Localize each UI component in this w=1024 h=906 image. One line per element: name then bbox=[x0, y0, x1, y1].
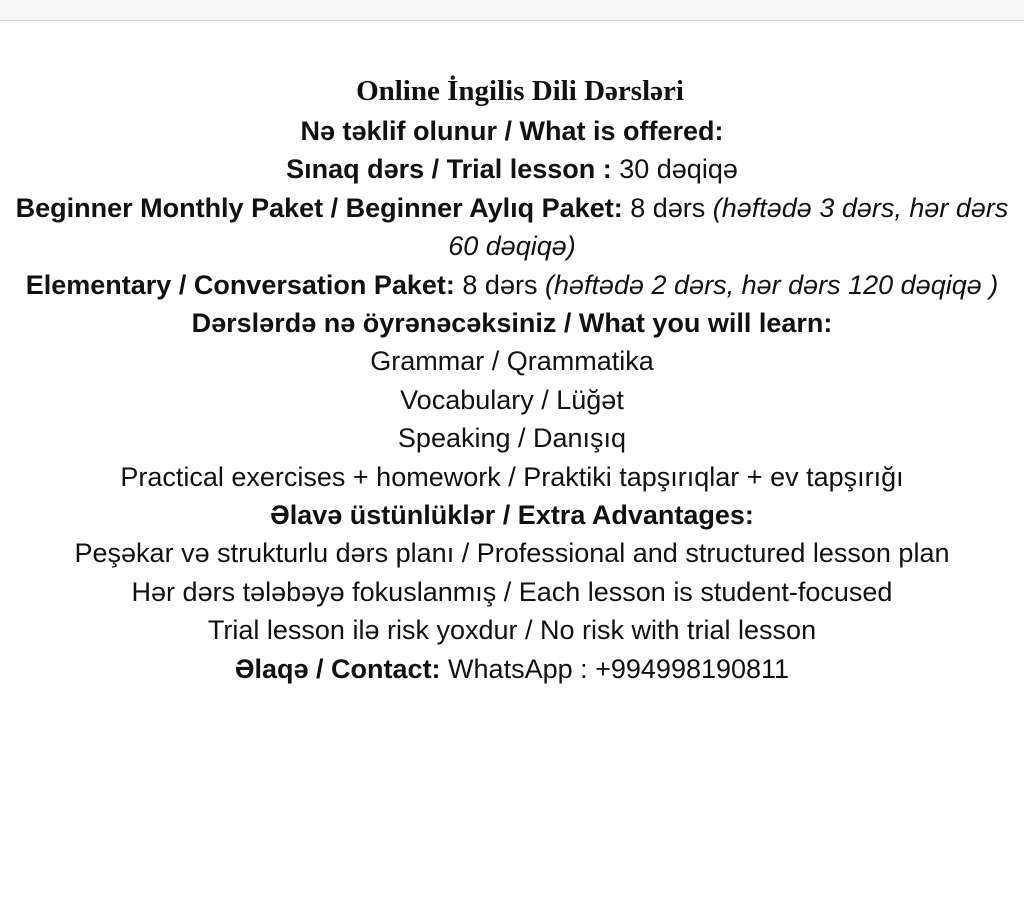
trial-line bbox=[0, 150, 1024, 188]
advantage-item: Peşəkar və strukturlu dərs planı / Professional and structured lesson plan bbox=[74, 538, 950, 569]
learn-item: Speaking / Danışıq bbox=[397, 423, 627, 454]
advantages-heading: Əlavə üstünlüklər / Extra Advantages: bbox=[270, 500, 754, 531]
learn-item: Grammar / Qrammatika bbox=[370, 346, 654, 377]
trial-value: 30 dəqiqə bbox=[611, 154, 738, 185]
advantage-item: Hər dərs tələbəyə fokuslanmış / Each lesson is student-focused bbox=[131, 576, 893, 607]
beginner-line bbox=[0, 189, 1024, 266]
beginner-value: 8 dərs bbox=[622, 192, 713, 223]
contact-label: Əlaqə / Contact: bbox=[234, 653, 441, 684]
document-body bbox=[0, 70, 1024, 688]
elementary-line bbox=[0, 266, 1024, 304]
elementary-note: (həftədə 2 dərs, hər dərs 120 dəqiqə ) bbox=[544, 269, 999, 300]
document-title: Online İngilis Dili Dərsləri bbox=[356, 75, 684, 107]
learn-item: Vocabulary / Lüğət bbox=[400, 384, 624, 415]
offered-heading: Nə təklif olunur / What is offered: bbox=[300, 116, 724, 146]
learn-item: Practical exercises + homework / Praktiki tapşırıqlar + ev tapşırığı bbox=[120, 461, 904, 492]
contact-value: WhatsApp : +994998190811 bbox=[440, 653, 790, 684]
trial-label: Sınaq dərs / Trial lesson : bbox=[286, 154, 612, 185]
learn-heading: Dərslərdə nə öyrənəcəksiniz / What you will learn: bbox=[191, 308, 833, 339]
elementary-value: 8 dərs bbox=[454, 269, 545, 300]
advantage-item: Trial lesson ilə risk yoxdur / No risk with trial lesson bbox=[207, 615, 817, 646]
contact-line bbox=[0, 650, 1024, 688]
beginner-note: (həftədə 3 dərs, hər dərs 60 dəqiqə) bbox=[448, 192, 1009, 262]
beginner-label: Beginner Monthly Paket / Beginner Aylıq Paket: bbox=[15, 192, 623, 223]
browser-top-bar bbox=[0, 0, 1024, 21]
elementary-label: Elementary / Conversation Paket: bbox=[25, 269, 455, 300]
